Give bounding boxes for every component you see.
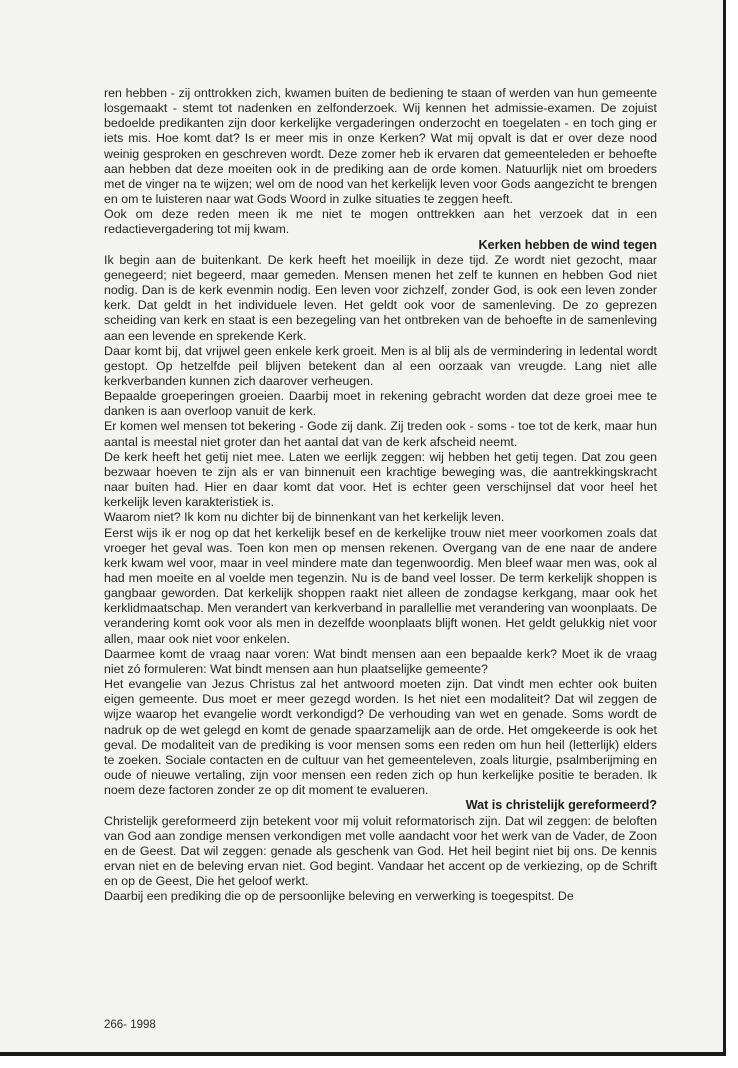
paragraph: Eerst wijs ik er nog op dat het kerkelijk besef en de kerkelijke trouw niet meer voorkomen zoals dat vroeger het geval was. Toen kon men op mensen rekenen. Overgang van de ene naar de andere kerk kwam wel voor, maar in veel mindere mate dan tegenwoordig. Men bleef waar men was, ook al had men moeite en al voelde men tegenzin. Nu is de band veel losser. De term kerkelijk shoppen is gangbaar geworden. Dat kerkelijk shoppen raakt niet alleen de zondagse kerkgang, maar ook het kerklidmaatschap. Men verandert van kerkverband in parallellie met verandering van woonplaats. De verandering komt ook voor als men in dezelfde woonplaats blijft wonen. Het geldt gelukkig niet voor allen, maar ook niet voor enkelen.: [104, 525, 657, 646]
paragraph: Daarbij een prediking die op de persoonlijke beleving en verwerking is toegespitst. De: [104, 889, 574, 904]
section-heading: Kerken hebben de wind tegen: [478, 237, 657, 252]
paragraph: Daar komt bij, dat vrijwel geen enkele kerk groeit. Men is al blij als de vermindering in ledental wordt gestopt. Op hetzelfde peil blijven betekent dan al een oorzaak van vreugde. Lang niet alle kerkverbanden kunnen zich daarover verheugen.: [104, 343, 657, 388]
paragraph: Bepaalde groeperingen groeien. Daarbij moet in rekening gebracht worden dat deze groei mee te danken is aan overloop vanuit de kerk.: [104, 389, 657, 419]
paragraph: Waarom niet? Ik kom nu dichter bij de binnenkant van het kerkelijk leven.: [104, 510, 505, 525]
paragraph: De kerk heeft het getij niet mee. Laten we eerlijk zeggen: wij hebben het getij tegen. Dat zou geen bezwaar hoeven te zijn als er van binnenuit een krachtige beweging was, die aantrekkingskracht naar buiten had. Hier en daar komt dat voor. Het is echter geen verschijnsel dat voor heel het kerkelijk leven karakteristiek is.: [104, 449, 657, 510]
paragraph: Het evangelie van Jezus Christus zal het antwoord moeten zijn. Dat vindt men echter ook buiten eigen gemeente. Dus moet er meer gezegd worden. Is het niet een modaliteit? Dat wil zeggen de wijze waarop het evangelie wordt verkondigd? De verhouding van wet en genade. Soms wordt de nadruk op de wet gelegd en komt de genade spaarzamelijk aan de orde. Het omgekeerde is ook het geval. De modaliteit van de prediking is voor mensen soms een reden om hun heil (letterlijk) elders te zoeken. Sociale contacten en de cultuur van het gemeenteleven, zoals liturgie, psalmberijming en oude of nieuwe vertaling, zijn voor mensen een reden zich op hun kerkelijke positie te beraden. Ik noem deze factoren zonder ze op dit moment te evalueren.: [104, 677, 657, 798]
paragraph: Ook om deze reden meen ik me niet te mogen onttrekken aan het verzoek dat in een redactievergadering tot mij kwam.: [104, 207, 657, 237]
article-body: [104, 86, 657, 904]
section-heading: Wat is christelijk gereformeerd?: [465, 798, 657, 813]
paragraph: Daarmee komt de vraag naar voren: Wat bindt mensen aan een bepaalde kerk? Moet ik de vraag niet zó formuleren: Wat bindt mensen aan hun plaatselijke gemeente?: [104, 646, 657, 676]
paragraph: Ik begin aan de buitenkant. De kerk heeft het moeilijk in deze tijd. Ze wordt niet gezocht, maar genegeerd; niet begeerd, maar gemeden. Mensen menen het zelf te kunnen en hebben God niet nodig. Dan is de kerk evenmin nodig. Een leven voor zichzelf, zonder God, is ook een leven zonder kerk. Dat geldt in het individuele leven. Het geldt ook voor de samenleving. De zo geprezen scheiding van kerk en staat is een bezegeling van het ontbreken van de behoefte in de samenleving aan een levende en sprekende Kerk.: [104, 252, 657, 343]
page-number: 266- 1998: [104, 1019, 156, 1031]
paragraph: Er komen wel mensen tot bekering - Gode zij dank. Zij treden ook - soms - toe tot de kerk, maar hun aantal is meestal niet groter dan het aantal dat van de kerk afscheid neemt.: [104, 419, 657, 449]
paragraph: Christelijk gereformeerd zijn betekent voor mij voluit reformatorisch zijn. Dat wil zeggen: de beloften van God aan zondige mensen verkondigen met volle aandacht voor het werk van de Vader, de Zoon en de Geest. Dat wil zeggen: genade als geschenk van God. Het heil begint niet bij ons. De kennis ervan niet en de beleving ervan niet. God begint. Vandaar het accent op de verkiezing, op de Schrift en op de Geest, Die het geloof werkt.: [104, 813, 657, 889]
paragraph: ren hebben - zij onttrokken zich, kwamen buiten de bediening te staan of werden van hun gemeente losgemaakt - stemt tot nadenken en zelfonderzoek. Wij kennen het admissie-examen. De zojuist bedoelde predikanten zijn door kerkelijke vergaderingen onderzocht en toegelaten - en toch ging er iets mis. Hoe komt dat? Is er meer mis in onze Kerken? Wat mij opvalt is dat er over deze nood weinig gesproken en geschreven wordt. Deze zomer heb ik ervaren dat gemeenteleden er behoefte aan hebben dat deze moeiten ook in de prediking aan de orde komen. Natuurlijk niet om broeders met de vinger na te wijzen; wel om de nood van het kerkelijk leven voor Gods aangezicht te brengen en om te luisteren naar wat Gods Woord in zulke situaties te zeggen heeft.: [104, 86, 657, 207]
